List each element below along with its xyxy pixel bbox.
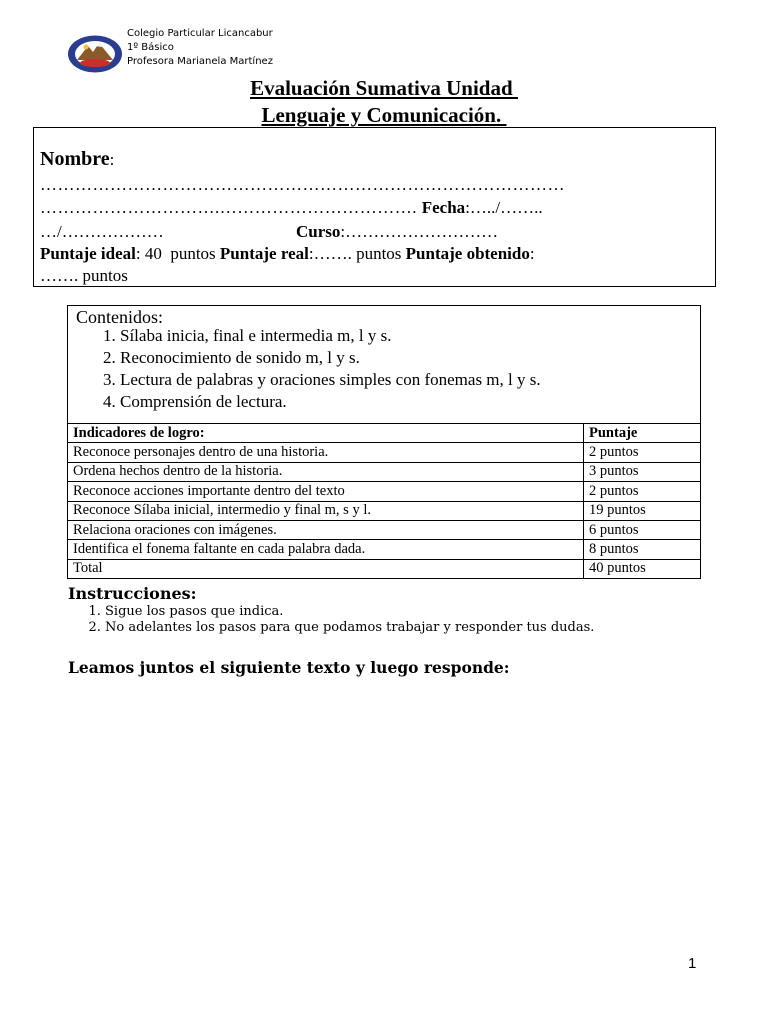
score-cell: 2 puntos — [584, 443, 701, 462]
page-subtitle: Lenguaje y Comunicación. — [261, 103, 507, 127]
indicator-cell: Reconoce personajes dentro de una historia. — [68, 443, 584, 462]
teacher-name: Profesora Marianela Martínez — [127, 56, 273, 67]
score-cell: 2 puntos — [584, 482, 701, 501]
nombre-field-line[interactable]: ……………………………………………………………………………… — [40, 175, 565, 194]
puntaje-row — [40, 244, 535, 264]
school-header — [127, 27, 273, 69]
puntaje-obtenido-colon: : — [529, 244, 535, 263]
reading-prompt: Leamos juntos el siguiente texto y luego responde: — [68, 658, 510, 677]
list-item: 4. Comprensión de lectura. — [120, 391, 541, 413]
score-cell: 6 puntos — [584, 520, 701, 539]
indicator-cell: Ordena hechos dentro de la historia. — [68, 462, 584, 481]
puntaje-obtenido-field[interactable]: ……. puntos — [40, 266, 128, 285]
score-cell: 3 puntos — [584, 462, 701, 481]
list-item: 2. Reconocimiento de sonido m, l y s. — [120, 347, 541, 369]
puntaje-obtenido-label: Puntaje obtenido — [405, 244, 530, 263]
fecha-row — [40, 198, 543, 218]
fecha-label: Fecha — [421, 198, 466, 217]
score-cell: 19 puntos — [584, 501, 701, 520]
nombre-colon: : — [109, 150, 115, 169]
indicator-cell: Relaciona oraciones con imágenes. — [68, 520, 584, 539]
school-logo — [66, 34, 124, 74]
instructions-title: Instrucciones: — [68, 584, 197, 603]
nombre-label: Nombre — [40, 148, 110, 170]
contents-box — [67, 305, 701, 424]
fecha-field[interactable]: :…../…….. — [465, 198, 543, 217]
total-label-cell: Total — [68, 559, 584, 578]
grade-label: 1º Básico — [127, 42, 174, 53]
contents-label: Contenidos — [76, 307, 159, 327]
puntaje-real-field[interactable]: :……. puntos — [308, 244, 406, 263]
list-item: 1. Sílaba inicia, final e intermedia m, l y s. — [120, 325, 541, 347]
curso-label: Curso — [295, 222, 341, 241]
list-item: 3. Lectura de palabras y oraciones simples con fonemas m, l y s. — [120, 369, 541, 391]
curso-field[interactable]: :……………………… — [340, 222, 499, 241]
indicator-cell: Reconoce Sílaba inicial, intermedio y final m, s y l. — [68, 501, 584, 520]
score-header: Puntaje — [584, 424, 701, 443]
score-cell: 8 puntos — [584, 540, 701, 559]
table-row — [68, 520, 701, 539]
curso-row — [40, 222, 498, 242]
indicator-cell: Reconoce acciones importante dentro del texto — [68, 482, 584, 501]
contents-list — [68, 325, 541, 413]
puntaje-ideal-label: Puntaje ideal — [40, 244, 136, 263]
fecha-field-cont[interactable]: …/……………… — [40, 222, 168, 241]
table-header-row — [68, 424, 701, 443]
list-item: 1. Sigue los pasos que indica. — [105, 604, 594, 620]
nombre-field-line-2[interactable]: ………………………….……………………………. — [40, 198, 422, 217]
school-name: Colegio Particular Licancabur — [127, 28, 273, 39]
table-row — [68, 443, 701, 462]
page-number: 1 — [688, 955, 697, 972]
puntaje-real-label: Puntaje real — [219, 244, 309, 263]
page-title: Evaluación Sumativa Unidad — [250, 76, 518, 100]
list-item: 2. No adelantes los pasos para que podamos trabajar y responder tus dudas. — [105, 620, 594, 636]
indicator-header: Indicadores de logro: — [68, 424, 584, 443]
total-score-cell: 40 puntos — [584, 559, 701, 578]
table-row — [68, 540, 701, 559]
contents-colon: : — [158, 307, 164, 327]
table-row — [68, 501, 701, 520]
table-total-row — [68, 559, 701, 578]
indicator-cell: Identifica el fonema faltante en cada palabra dada. — [68, 540, 584, 559]
indicators-table — [67, 423, 701, 579]
student-info-box — [33, 127, 716, 287]
puntaje-ideal-value: : 40 puntos — [135, 244, 220, 263]
table-row — [68, 482, 701, 501]
table-row — [68, 462, 701, 481]
instructions-list — [0, 604, 594, 636]
nombre-row — [40, 148, 114, 171]
